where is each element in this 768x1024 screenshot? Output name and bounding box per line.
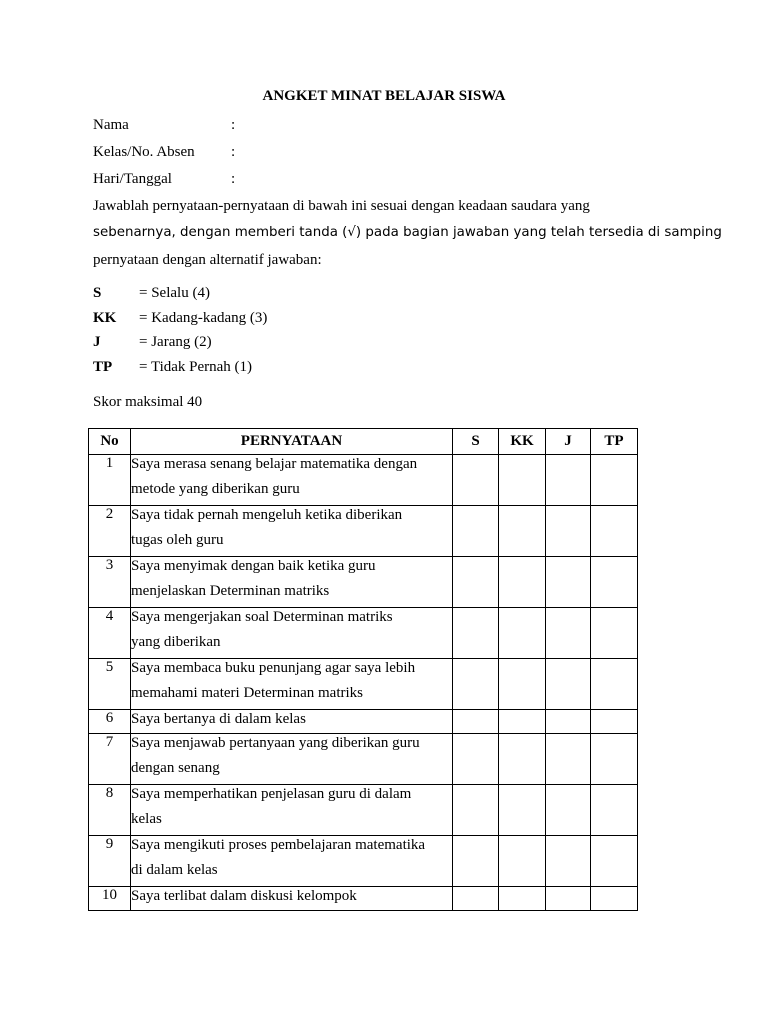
- row-number: 6: [89, 710, 131, 734]
- row-number: 7: [89, 734, 131, 785]
- header-statement: PERNYATAAN: [131, 429, 453, 455]
- row-number: 3: [89, 557, 131, 608]
- answer-cell-tp[interactable]: [591, 836, 638, 887]
- legend-jarang: [93, 332, 212, 352]
- statement-line: Saya mengikuti proses pembelajaran matematika: [131, 837, 426, 853]
- header-no: No: [89, 429, 131, 455]
- answer-cell-s[interactable]: [453, 710, 499, 734]
- answer-cell-tp[interactable]: [591, 710, 638, 734]
- row-number: 5: [89, 659, 131, 710]
- answer-cell-tp[interactable]: [591, 887, 638, 911]
- statement-line: menjelaskan Determinan matriks: [131, 583, 330, 599]
- statement-line: metode yang diberikan guru: [131, 481, 300, 497]
- instructions-line-1: Jawablah pernyataan-pernyataan di bawah ini sesuai dengan keadaan saudara yang: [93, 198, 590, 214]
- answer-cell-tp[interactable]: [591, 506, 638, 557]
- statement-line: Saya terlibat dalam diskusi kelompok: [131, 888, 357, 904]
- max-score: Skor maksimal 40: [93, 394, 203, 410]
- legend-code: TP: [93, 359, 113, 375]
- survey-table: [88, 428, 638, 911]
- row-number: 2: [89, 506, 131, 557]
- table-row: [89, 734, 638, 785]
- legend-kadang-kadang: [93, 308, 267, 328]
- answer-cell-j[interactable]: [546, 710, 591, 734]
- statement-line: Saya memperhatikan penjelasan guru di dalam: [131, 786, 412, 802]
- table-header-row: [89, 429, 638, 455]
- row-number: 10: [89, 887, 131, 911]
- table-row: [89, 785, 638, 836]
- row-statement: [131, 557, 453, 608]
- answer-cell-s[interactable]: [453, 887, 499, 911]
- answer-cell-s[interactable]: [453, 455, 499, 506]
- instructions-line-2: sebenarnya, dengan memberi tanda (√) pada bagian jawaban yang telah tersedia di samping: [93, 225, 722, 240]
- row-statement: [131, 785, 453, 836]
- answer-cell-tp[interactable]: [591, 785, 638, 836]
- header-s: S: [453, 429, 499, 455]
- table-row: [89, 455, 638, 506]
- field-colon: :: [231, 144, 236, 160]
- answer-cell-kk[interactable]: [499, 887, 546, 911]
- answer-cell-kk[interactable]: [499, 506, 546, 557]
- row-number: 9: [89, 836, 131, 887]
- row-number: 1: [89, 455, 131, 506]
- statement-line: dengan senang: [131, 760, 220, 776]
- instructions-line-3: pernyataan dengan alternatif jawaban:: [93, 252, 322, 268]
- field-nama: [93, 115, 235, 135]
- table-row: [89, 710, 638, 734]
- header-j: J: [546, 429, 591, 455]
- answer-cell-j[interactable]: [546, 455, 591, 506]
- statement-line: yang diberikan: [131, 634, 221, 650]
- table-row: [89, 557, 638, 608]
- header-kk: KK: [499, 429, 546, 455]
- statement-line: Saya bertanya di dalam kelas: [131, 711, 306, 727]
- legend-selalu: [93, 283, 210, 303]
- answer-cell-tp[interactable]: [591, 455, 638, 506]
- row-number: 4: [89, 608, 131, 659]
- answer-cell-kk[interactable]: [499, 608, 546, 659]
- statement-line: Saya menyimak dengan baik ketika guru: [131, 558, 376, 574]
- answer-cell-s[interactable]: [453, 734, 499, 785]
- answer-cell-kk[interactable]: [499, 557, 546, 608]
- answer-cell-j[interactable]: [546, 734, 591, 785]
- statement-line: kelas: [131, 811, 162, 827]
- answer-cell-tp[interactable]: [591, 659, 638, 710]
- field-label: Nama: [93, 117, 129, 133]
- field-hari-tanggal: [93, 169, 235, 189]
- row-statement: [131, 608, 453, 659]
- answer-cell-kk[interactable]: [499, 455, 546, 506]
- row-number: 8: [89, 785, 131, 836]
- table-row: [89, 836, 638, 887]
- answer-cell-j[interactable]: [546, 506, 591, 557]
- statement-line: Saya menjawab pertanyaan yang diberikan guru: [131, 735, 420, 751]
- row-statement: [131, 836, 453, 887]
- legend-meaning: = Kadang-kadang (3): [139, 310, 268, 326]
- answer-cell-j[interactable]: [546, 659, 591, 710]
- field-label: Hari/Tanggal: [93, 171, 172, 187]
- row-statement: [131, 506, 453, 557]
- header-tp: TP: [591, 429, 638, 455]
- answer-cell-j[interactable]: [546, 887, 591, 911]
- table-row: [89, 887, 638, 911]
- answer-cell-j[interactable]: [546, 836, 591, 887]
- answer-cell-kk[interactable]: [499, 785, 546, 836]
- answer-cell-tp[interactable]: [591, 557, 638, 608]
- statement-line: Saya tidak pernah mengeluh ketika diberikan: [131, 507, 403, 523]
- statement-line: Saya membaca buku penunjang agar saya lebih: [131, 660, 416, 676]
- legend-tidak-pernah: [93, 357, 252, 377]
- answer-cell-s[interactable]: [453, 785, 499, 836]
- legend-meaning: = Jarang (2): [139, 334, 212, 350]
- field-kelas: [93, 142, 235, 162]
- answer-cell-tp[interactable]: [591, 734, 638, 785]
- answer-cell-kk[interactable]: [499, 710, 546, 734]
- field-label: Kelas/No. Absen: [93, 144, 195, 160]
- answer-cell-s[interactable]: [453, 557, 499, 608]
- legend-meaning: = Tidak Pernah (1): [139, 359, 253, 375]
- answer-cell-s[interactable]: [453, 608, 499, 659]
- row-statement: [131, 455, 453, 506]
- table-row: [89, 608, 638, 659]
- answer-cell-kk[interactable]: [499, 734, 546, 785]
- table-row: [89, 506, 638, 557]
- table-row: [89, 659, 638, 710]
- row-statement: [131, 887, 453, 911]
- row-statement: [131, 659, 453, 710]
- legend-code: S: [93, 285, 102, 301]
- statement-line: di dalam kelas: [131, 862, 218, 878]
- statement-line: tugas oleh guru: [131, 532, 224, 548]
- answer-cell-j[interactable]: [546, 785, 591, 836]
- legend-meaning: = Selalu (4): [139, 285, 210, 301]
- answer-cell-s[interactable]: [453, 836, 499, 887]
- answer-cell-s[interactable]: [453, 659, 499, 710]
- document-title: ANGKET MINAT BELAJAR SISWA: [262, 88, 506, 104]
- answer-cell-s[interactable]: [453, 506, 499, 557]
- row-statement: [131, 710, 453, 734]
- statement-line: Saya merasa senang belajar matematika dengan: [131, 456, 418, 472]
- field-colon: :: [231, 171, 236, 187]
- answer-cell-kk[interactable]: [499, 659, 546, 710]
- field-colon: :: [231, 117, 236, 133]
- answer-cell-j[interactable]: [546, 557, 591, 608]
- statement-line: Saya mengerjakan soal Determinan matriks: [131, 609, 393, 625]
- answer-cell-kk[interactable]: [499, 836, 546, 887]
- answer-cell-j[interactable]: [546, 608, 591, 659]
- row-statement: [131, 734, 453, 785]
- answer-cell-tp[interactable]: [591, 608, 638, 659]
- legend-code: J: [93, 334, 101, 350]
- legend-code: KK: [93, 310, 117, 326]
- statement-line: memahami materi Determinan matriks: [131, 685, 364, 701]
